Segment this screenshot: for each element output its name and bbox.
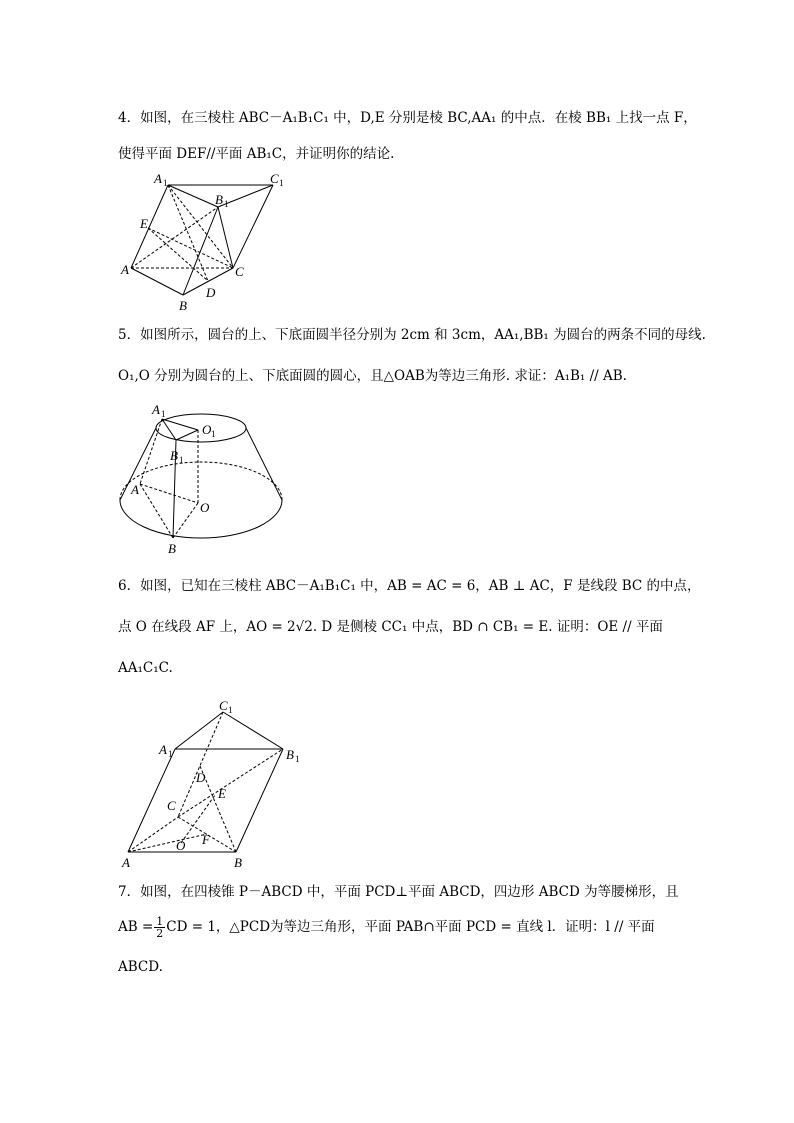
problem-4-line-2: 使得平面 DEF//平面 AB₁C，并证明你的结论. <box>118 146 395 162</box>
label-D: D <box>196 770 206 785</box>
label-A: A <box>122 855 130 870</box>
svg-text:1: 1 <box>279 178 284 188</box>
label-A1: A <box>159 742 167 757</box>
problem-5-line-2: O₁,O 分别为圆台的上、下底面圆的圆心，且△OAB为等边三角形. 求证：A₁B₁ // AB. <box>118 368 627 384</box>
svg-text:1: 1 <box>211 429 216 439</box>
label-C: C <box>235 264 244 279</box>
p7-line-2-rest: CD = 1，△PCD为等边三角形，平面 PAB∩平面 PCD = 直线 l．证明：l // 平面 <box>166 919 655 935</box>
label-A1: A <box>152 402 160 417</box>
label-O: O <box>200 500 210 515</box>
problem-4-line-1: 4．如图，在三棱柱 ABC－A₁B₁C₁ 中，D,E 分别是棱 BC,AA₁ 的中点．在棱 BB₁ 上找一点 F， <box>118 110 697 126</box>
label-B: B <box>234 855 242 870</box>
problem-6-line-3: AA₁C₁C. <box>118 660 173 676</box>
p7-ab-eq: AB = <box>118 919 154 935</box>
fraction-one-half: $\frac{1}{2}$ <box>156 915 164 940</box>
problem-5-line-1: 5．如图所示，圆台的上、下底面圆半径分别为 2cm 和 3cm，AA₁,BB₁ 为圆台的两条不同的母线. <box>118 327 706 343</box>
label-B: B <box>168 541 176 556</box>
label-C1: C <box>270 171 279 186</box>
problem-7-line-3: ABCD. <box>118 959 163 975</box>
label-A: A <box>131 482 139 497</box>
svg-text:1: 1 <box>161 409 166 419</box>
label-B1: B <box>286 747 294 762</box>
problem-6-line-2: 点 O 在线段 AF 上，AO = 2√2. D 是侧棱 CC₁ 中点，BD ∩ CB₁ = E. 证明：OE // 平面 <box>118 619 663 635</box>
svg-text:1: 1 <box>295 754 300 764</box>
svg-text:1: 1 <box>179 455 184 465</box>
label-B1: B <box>170 448 178 463</box>
label-E: E <box>140 216 148 231</box>
label-A1: A <box>154 171 162 186</box>
label-F: F <box>202 832 210 847</box>
svg-text:1: 1 <box>163 178 168 188</box>
svg-text:1: 1 <box>228 705 233 715</box>
label-O: O <box>176 838 186 853</box>
label-O1: O <box>202 422 212 437</box>
svg-text:1: 1 <box>168 749 173 759</box>
label-A: A <box>121 262 129 277</box>
label-C: C <box>167 798 176 813</box>
problem-5-figure <box>118 400 288 560</box>
label-B1: B <box>215 192 223 207</box>
problem-7-line-2 <box>118 916 655 939</box>
problem-6-figure <box>118 692 318 872</box>
problem-4-figure <box>118 170 298 315</box>
label-E: E <box>218 786 226 801</box>
label-B: B <box>179 298 187 313</box>
problem-7-line-1: 7．如图，在四棱锥 P－ABCD 中，平面 PCD⊥平面 ABCD，四边形 ABCD 为等腰梯形，且 <box>118 884 679 900</box>
svg-text:1: 1 <box>224 199 229 209</box>
problem-6-line-1: 6．如图，已知在三棱柱 ABC－A₁B₁C₁ 中，AB = AC = 6，AB ⊥ AC，F 是线段 BC 的中点， <box>118 578 701 594</box>
label-D: D <box>206 285 216 300</box>
label-C1: C <box>219 698 228 713</box>
